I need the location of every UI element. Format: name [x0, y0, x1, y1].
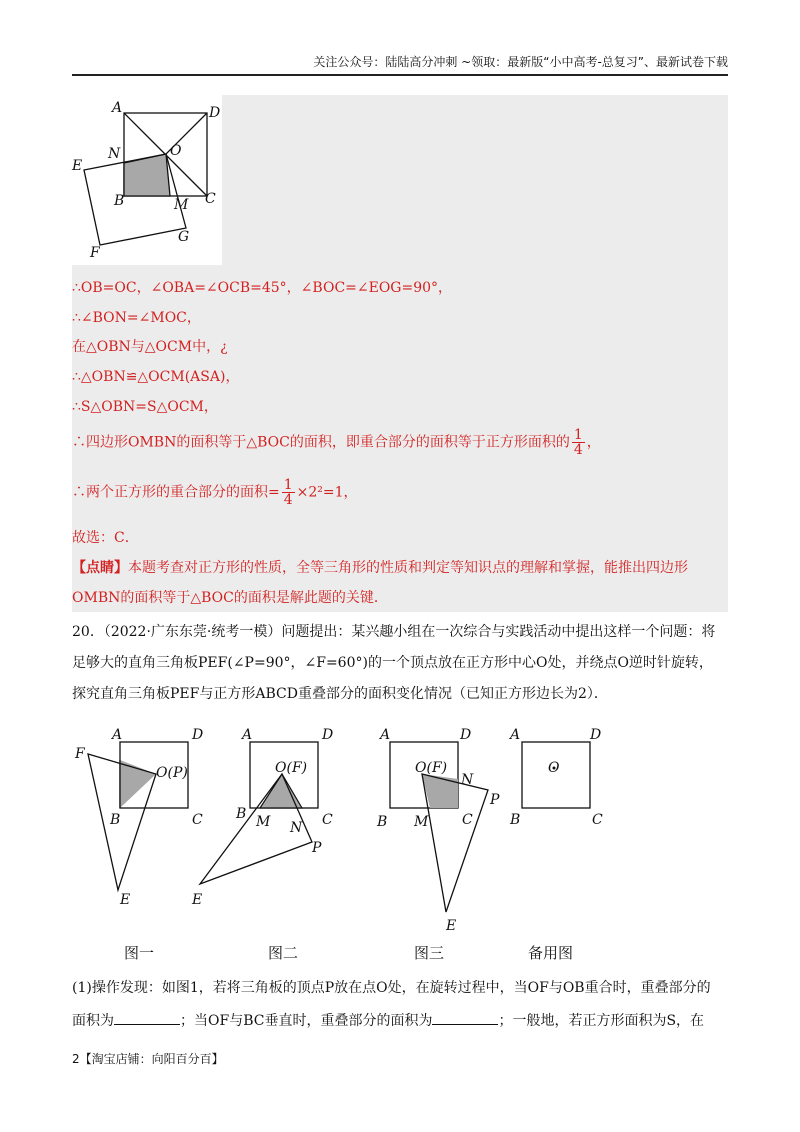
label-N: N — [108, 146, 121, 162]
comment-tag: 【点睛】 — [72, 560, 128, 576]
solution-line-4: ∴△OBN≌△OCM(ASA)， — [72, 369, 240, 385]
solution-line-1: ∴OB=OC，∠OBA=∠OCB=45°，∠BOC=∠EOG=90°， — [72, 280, 453, 296]
solution-block — [72, 95, 728, 612]
svg-text:A: A — [380, 727, 391, 743]
line7-text: ∴两个正方形的重合部分的面积= — [72, 484, 280, 501]
figures-row — [70, 722, 730, 934]
svg-text:C: C — [192, 812, 203, 828]
caption-fig3: 图三 — [414, 944, 445, 962]
comment-line-2: OMBN的面积等于△BOC的面积是解此题的关键． — [72, 590, 388, 606]
label-G: G — [178, 229, 190, 245]
svg-text:O: O — [548, 760, 560, 776]
svg-text:B: B — [510, 812, 521, 828]
svg-text:O(P): O(P) — [156, 765, 188, 781]
svg-text:E: E — [446, 918, 457, 934]
caption-fig2: 图二 — [268, 944, 299, 962]
label-O: O — [170, 143, 182, 159]
fraction-quarter: $\frac{1}{4}$ — [573, 427, 583, 458]
svg-text:A: A — [112, 727, 123, 743]
line6-text: ∴四边形OMBN的面积等于△BOC的面积，即重合部分的面积等于正方形面积的 — [72, 434, 570, 451]
svg-text:B: B — [110, 812, 121, 828]
solution-line-6: ∴四边形OMBN的面积等于△BOC的面积，即重合部分的面积等于正方形面积的 $\frac{1}{4}$ ， — [72, 427, 601, 458]
svg-text:C: C — [462, 812, 473, 828]
svg-text:F: F — [75, 746, 85, 762]
page-header: 关注公众号：陆陆高分冲刺 ~领取：最新版“小中高考-总复习”、最新试卷下载 — [72, 52, 728, 76]
question-line-4: (1)操作发现：如图1，若将三角板的顶点P放在点O处，在旋转过程中，当OF与OB重合时，重叠部分的 — [72, 980, 711, 996]
svg-text:N: N — [290, 820, 303, 836]
caption-fig1: 图一 — [124, 944, 155, 962]
svg-text:P: P — [490, 792, 500, 808]
svg-text:D: D — [322, 727, 334, 743]
svg-text:M: M — [414, 814, 429, 830]
svg-text:D: D — [460, 727, 472, 743]
svg-text:O(F): O(F) — [275, 760, 308, 776]
label-B: B — [114, 193, 125, 209]
svg-text:C: C — [592, 812, 603, 828]
solution-line-2: ∴∠BON=∠MOC， — [72, 310, 201, 326]
comment-line-1: 【点睛】本题考查对正方形的性质，全等三角形的性质和判定等知识点的理解和掌握，能推出四边形 — [72, 560, 688, 576]
svg-text:A: A — [242, 727, 253, 743]
svg-text:D: D — [192, 727, 204, 743]
svg-text:B: B — [377, 814, 388, 830]
solution-line-5: ∴S△OBN=S△OCM， — [72, 399, 218, 415]
question-line-1: 20．（2022·广东东莞·统考一模）问题提出：某兴趣小组在一次综合与实践活动中提出这样一个问题：将 — [72, 624, 716, 640]
solution-answer: 故选：C． — [72, 530, 139, 546]
label-C: C — [205, 191, 216, 207]
svg-text:E: E — [120, 892, 131, 908]
caption-spare: 备用图 — [528, 944, 574, 962]
solution-line-7: ∴两个正方形的重合部分的面积= $\frac{1}{4}$ ×2²=1， — [72, 477, 358, 508]
svg-text:C: C — [322, 812, 333, 828]
question-line-3: 探究直角三角板PEF与正方形ABCD重叠部分的面积变化情况（已知正方形边长为2）． — [72, 686, 608, 702]
square-overlap-figure — [72, 95, 222, 265]
page-footer: 2【淘宝店铺：向阳百分百】 — [72, 1052, 224, 1066]
svg-text:D: D — [590, 727, 602, 743]
svg-text:E: E — [192, 892, 203, 908]
answer-blank-1[interactable] — [114, 1012, 180, 1025]
label-A: A — [112, 100, 123, 116]
question-line-2: 足够大的直角三角板PEF(∠P=90°，∠F=60°)的一个顶点放在正方形中心O处，并绕点O逆时针旋转， — [72, 655, 713, 671]
solution-line-3: 在△OBN与△OCM中，¿ — [72, 339, 228, 355]
svg-text:M: M — [256, 814, 271, 830]
svg-text:B: B — [236, 806, 247, 822]
label-M: M — [174, 197, 189, 213]
label-F: F — [90, 245, 100, 261]
label-D: D — [209, 105, 221, 121]
svg-text:A: A — [510, 727, 521, 743]
fraction-quarter-2: $\frac{1}{4}$ — [283, 477, 293, 508]
label-E: E — [72, 158, 83, 174]
svg-text:O(F): O(F) — [415, 760, 448, 776]
question-line-5: 面积为 ；当OF与BC垂直时，重叠部分的面积为 ；一般地，若正方形面积为S，在 — [72, 1013, 705, 1029]
answer-blank-2[interactable] — [432, 1012, 498, 1025]
svg-text:N: N — [461, 772, 474, 788]
svg-text:P: P — [312, 840, 322, 856]
